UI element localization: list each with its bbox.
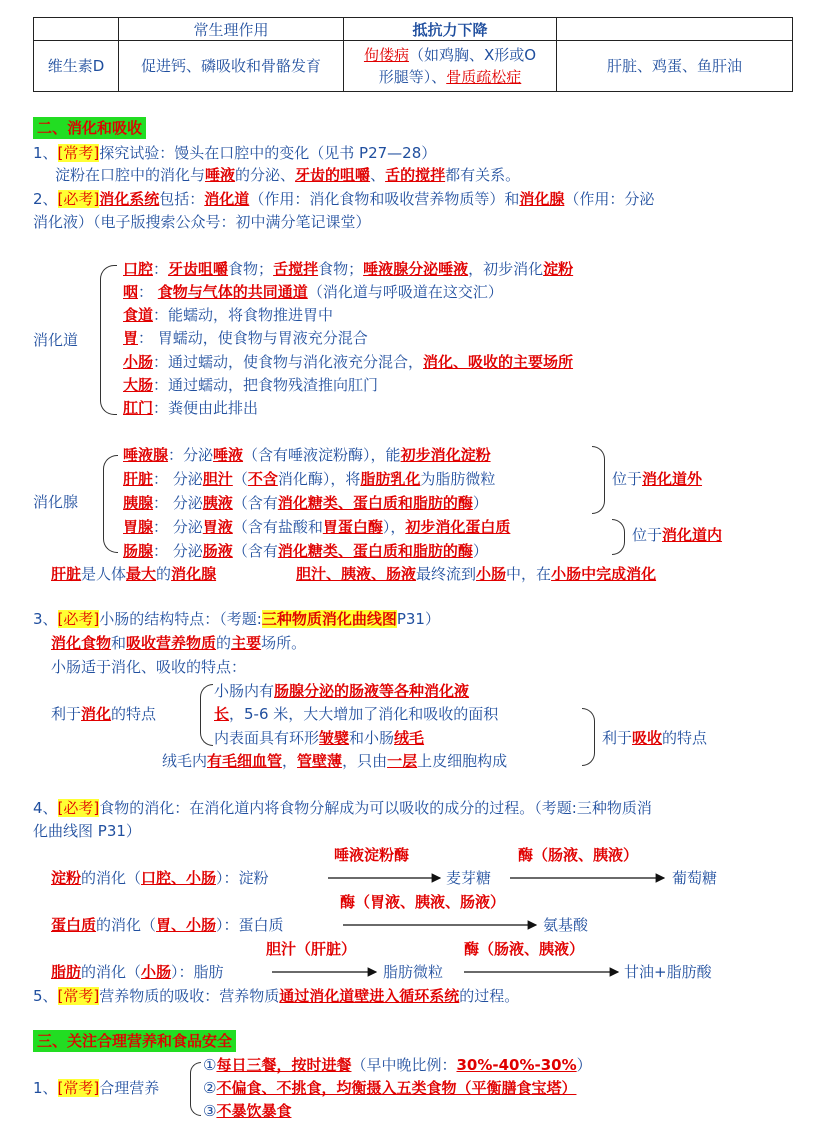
product: 麦芽糖 [446, 869, 492, 887]
nutrition-item: ②不偏食、不挑食，均衡摄入五类食物（平衡膳食宝塔） [203, 1079, 577, 1097]
gland-item: 胰腺： 分泌胰液（含有消化糖类、蛋白质和脂肪的酶） [123, 494, 488, 512]
paragraph: 淀粉在口腔中的消化与唾液的分泌、牙齿的咀嚼、舌的搅拌都有关系。 [55, 166, 521, 184]
gland-item: 肝脏： 分泌胆汁（不含消化酶），将脂肪乳化为脂肪微粒 [123, 470, 496, 488]
paragraph: 1、[常考]探究试验：馒头在口腔中的变化（见书 P27—28） [33, 144, 437, 162]
paragraph: 化曲线图 P31） [33, 822, 141, 840]
brace [190, 1062, 201, 1116]
location-note: 位于消化道外 [612, 470, 703, 488]
gland-item: 唾液腺：分泌唾液（含有唾液淀粉酶），能初步消化淀粉 [123, 446, 491, 464]
tract-label: 消化道 [33, 331, 79, 349]
product: 氨基酸 [543, 916, 589, 934]
nutrition-item: ③不暴饮暴食 [203, 1102, 292, 1120]
feature-item: 内表面具有环形皱襞和小肠绒毛 [214, 729, 425, 747]
paragraph: 2、[必考]消化系统包括：消化道（作用：消化食物和吸收营养物质等）和消化腺（作用：分泌 [33, 190, 655, 208]
note-line: 胆汁、胰液、肠液最终流到小肠中，在小肠中完成消化 [296, 565, 657, 583]
paragraph: 3、[必考]小肠的结构特点：（考题:三种物质消化曲线图P31） [33, 610, 440, 628]
enzyme-label: 酶（肠液、胰液） [464, 940, 585, 958]
gland-label: 消化腺 [33, 493, 79, 511]
tract-item: 食道：能蠕动，将食物推进胃中 [123, 306, 334, 324]
enzyme-label: 唾液淀粉酶 [334, 846, 410, 864]
paragraph: 小肠适于消化、吸收的特点： [51, 658, 247, 676]
digestion-row: 淀粉的消化（口腔、小肠）：淀粉 [51, 869, 269, 887]
feature-label: 利于消化的特点 [51, 705, 157, 723]
product: 葡萄糖 [672, 869, 718, 887]
table-cell: 肝脏、鸡蛋、鱼肝油 [557, 41, 793, 92]
enzyme-label: 酶（胃液、胰液、肠液） [340, 893, 506, 911]
note-line: 肝脏是人体最大的消化腺 [51, 565, 217, 583]
paragraph: 4、[必考]食物的消化：在消化道内将食物分解成为可以吸收的成分的过程。（考题:三种物质消 [33, 799, 652, 817]
digestion-row: 蛋白质的消化（胃、小肠）：蛋白质 [51, 916, 284, 934]
tract-item: 小肠：通过蠕动，使食物与消化液充分混合，消化、吸收的主要场所 [123, 353, 574, 371]
gland-item: 肠腺： 分泌肠液（含有消化糖类、蛋白质和脂肪的酶） [123, 542, 488, 560]
paragraph: 5、[常考]营养物质的吸收：营养物质通过消化道壁进入循环系统的过程。 [33, 987, 520, 1005]
nutrition-item: ①每日三餐，按时进餐（早中晚比例：30%-40%-30%） [203, 1056, 592, 1074]
feature-item: 长，5-6 米，大大增加了消化和吸收的面积 [214, 705, 499, 723]
paragraph: 1、[常考]合理营养 [33, 1079, 160, 1097]
table-cell: 促进钙、磷吸收和骨骼发育 [119, 41, 344, 92]
feature-label: 利于吸收的特点 [602, 729, 708, 747]
section-title: 二、消化和吸收 [33, 117, 146, 139]
feature-item: 小肠内有肠腺分泌的肠液等各种消化液 [214, 682, 470, 700]
tract-item: 咽： 食物与气体的共同通道（消化道与呼吸道在这交汇） [123, 283, 503, 301]
enzyme-label: 酶（肠液、胰液） [518, 846, 639, 864]
product: 脂肪微粒 [383, 963, 444, 981]
product: 甘油+脂肪酸 [624, 963, 712, 981]
feature-item: 绒毛内有毛细血管，管壁薄，只由一层上皮细胞构成 [162, 752, 508, 770]
paragraph: 消化液）（电子版搜索公众号：初中满分笔记课堂） [33, 213, 371, 231]
digestion-row: 脂肪的消化（小肠）：脂肪 [51, 963, 224, 981]
paragraph: 消化食物和吸收营养物质的主要场所。 [51, 634, 307, 652]
enzyme-label: 胆汁（肝脏） [266, 940, 357, 958]
tract-item: 口腔：牙齿咀嚼食物；舌搅拌食物；唾液腺分泌唾液，初步消化淀粉 [123, 260, 574, 278]
tract-item: 肛门：粪便由此排出 [123, 399, 259, 417]
table-cell: 维生素D [34, 41, 119, 92]
table-header-cell: 抵抗力下降 [344, 18, 557, 41]
gland-item: 胃腺： 分泌胃液（含有盐酸和胃蛋白酶），初步消化蛋白质 [123, 518, 511, 536]
table-cell: 佝偻病（如鸡胸、X形或O 形腿等）、骨质疏松症 [344, 41, 557, 92]
section-title: 三、关注合理营养和食品安全 [33, 1030, 236, 1052]
tract-item: 大肠：通过蠕动，把食物残渣推向肛门 [123, 376, 379, 394]
tract-item: 胃： 胃蠕动，使食物与胃液充分混合 [123, 329, 368, 347]
location-note: 位于消化道内 [632, 526, 723, 544]
table-header-cell: 常生理作用 [119, 18, 344, 41]
